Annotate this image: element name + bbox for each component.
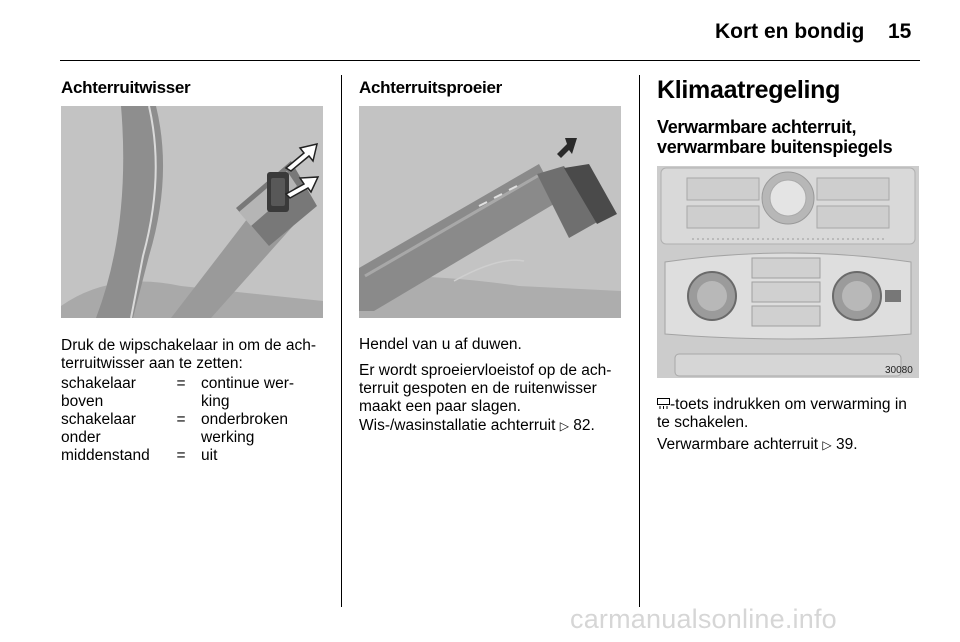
xref-page-link[interactable]: 39. xyxy=(835,436,858,453)
page-ref-arrow-icon: ▷ xyxy=(559,419,569,433)
heater-instruction-line1 xyxy=(657,396,907,414)
xref-page-link[interactable]: 82. xyxy=(573,417,595,434)
position-cell: middenstand xyxy=(61,447,150,464)
rear-wiper-illustration xyxy=(61,106,323,318)
table-row xyxy=(61,375,326,411)
column-divider-right xyxy=(639,75,640,607)
rear-washer-desc-line2: terruit gespoten en de ruitenwisser xyxy=(359,380,597,397)
position-cell: schakelaar boven xyxy=(61,375,136,410)
rear-washer-xref xyxy=(359,417,595,435)
wiper-positions-table xyxy=(61,375,326,465)
rear-wiper-heading: Achterruitwisser xyxy=(61,78,191,97)
rear-washer-heading: Achterruitsproeier xyxy=(359,78,502,97)
rear-washer-illustration xyxy=(359,106,621,318)
heated-window-subheading-line2: verwarmbare buitenspiegels xyxy=(657,137,893,157)
rear-wiper-intro-line2: terruitwisser aan te zetten: xyxy=(61,355,243,372)
heater-instruction-line2: te schakelen. xyxy=(657,414,749,431)
heater-instruction-text: -toets indrukken om verwarming in xyxy=(670,396,907,413)
page-header-title: Kort en bondig xyxy=(715,20,865,43)
climate-panel-illustration xyxy=(657,166,919,378)
climate-control-heading: Klimaatregeling xyxy=(657,76,841,104)
heated-window-subheading-line1: Verwarmbare achterruit, xyxy=(657,117,857,137)
rear-washer-desc-line3: maakt een paar slagen. xyxy=(359,398,521,415)
rear-washer-desc-line1: Er wordt sproeiervloeistof op de ach- xyxy=(359,362,612,379)
equals-cell: = xyxy=(176,375,186,392)
page-number: 15 xyxy=(888,20,912,43)
equals-cell: = xyxy=(176,411,186,428)
column-divider-left xyxy=(341,75,342,607)
rear-window-heater-icon xyxy=(657,398,670,410)
image-code-label: 30080 xyxy=(885,365,913,376)
table-row xyxy=(61,411,326,447)
page-ref-arrow-icon: ▷ xyxy=(822,438,832,452)
heated-window-xref xyxy=(657,436,858,454)
position-cell: schakelaar onder xyxy=(61,411,136,446)
rear-washer-push: Hendel van u af duwen. xyxy=(359,336,522,353)
xref-text: Wis-/wasinstallatie achterruit xyxy=(359,417,556,434)
footer-watermark: carmanualsonline.info xyxy=(570,604,837,634)
effect-cell: continue wer- king xyxy=(201,375,295,410)
header-rule xyxy=(60,60,920,61)
effect-cell: uit xyxy=(201,447,218,464)
effect-cell: onderbroken werking xyxy=(201,411,289,446)
xref-text: Verwarmbare achterruit xyxy=(657,436,819,453)
table-row xyxy=(61,447,326,465)
rear-wiper-intro-line1: Druk de wipschakelaar in om de ach- xyxy=(61,337,317,354)
equals-cell: = xyxy=(176,447,186,464)
